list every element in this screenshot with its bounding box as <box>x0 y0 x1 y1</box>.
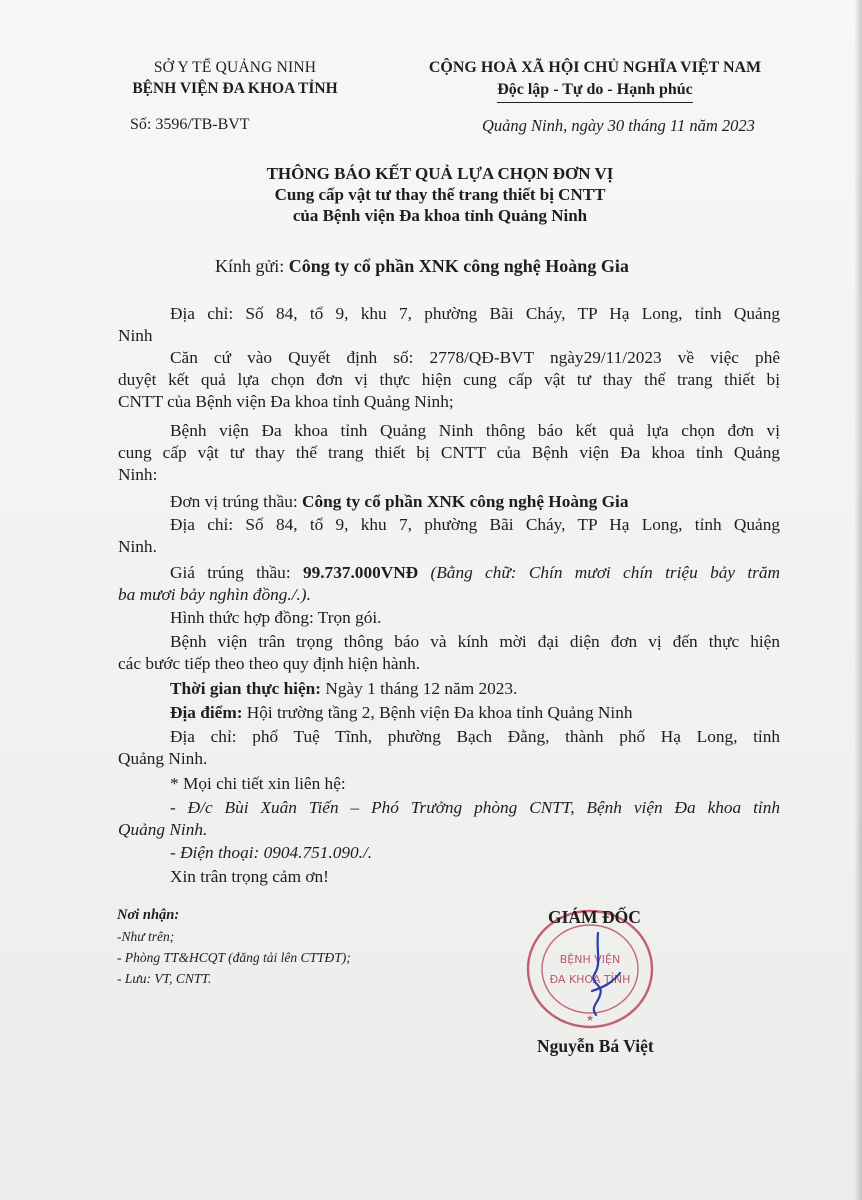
contact-person-line-a: - Đ/c Bùi Xuân Tiến – Phó Trưởng phòng CNTT, Bệnh viện Đa khoa tỉnh <box>170 798 780 817</box>
thanks <box>118 866 780 888</box>
price-words-b: ba mươi bảy nghìn đồng./.). <box>118 585 311 604</box>
national-motto: Độc lập - Tự do - Hạnh phúc <box>497 79 693 103</box>
recipient-item-1: -Như trên; <box>117 929 175 944</box>
address-1-line-b: Ninh <box>118 326 153 345</box>
address-2 <box>118 514 780 558</box>
winner-label: Đơn vị trúng thầu: <box>170 492 303 511</box>
place-value: Hội trường tầng 2, Bệnh viện Đa khoa tỉnh Quảng Ninh <box>242 703 633 722</box>
national-title: CỘNG HOÀ XÃ HỘI CHỦ NGHĨA VIỆT NAM <box>428 59 762 76</box>
invitation-line-b: các bước tiếp theo theo quy định hiện hành. <box>118 654 421 673</box>
svg-text:★: ★ <box>585 1014 595 1024</box>
winner-name: Công ty cổ phần XNK công nghệ Hoàng Gia <box>302 492 629 511</box>
contract-type <box>118 607 780 629</box>
notice-line-b: cung cấp vật tư thay thế trang thiết bị CNTT của Bệnh viện Đa khoa tỉnh Quảng <box>118 443 780 462</box>
contact-phone <box>118 842 780 864</box>
title-line-2: Cung cấp vật tư thay thế trang thiết bị CNTT <box>274 185 606 204</box>
contact-phone-text: - Điện thoại: 0904.751.090./. <box>170 843 373 862</box>
time-label: Thời gian thực hiện: <box>170 679 322 698</box>
recipient-line <box>215 256 629 277</box>
legal-basis-line-b: duyệt kết quả lựa chọn đơn vị thực hiện cung cấp vật tư thay thế trang thiết bị <box>118 370 780 389</box>
invitation <box>118 631 780 675</box>
contact-intro-text: * Mọi chi tiết xin liên hệ: <box>170 774 346 793</box>
legal-basis-line-c: CNTT của Bệnh viện Đa khoa tỉnh Quảng Ninh; <box>118 392 454 411</box>
title-line-3: của Bệnh viện Đa khoa tỉnh Quảng Ninh <box>292 206 588 225</box>
page-edge-shadow <box>854 0 862 1200</box>
address-3-line-b: Quảng Ninh. <box>118 749 208 768</box>
recipient-item-2: - Phòng TT&HCQT (đăng tải lên CTTĐT); <box>117 950 351 965</box>
time-value: Ngày 1 tháng 12 năm 2023. <box>321 679 518 698</box>
address-1 <box>118 303 780 347</box>
doc-number: Số: 3596/TB-BVT <box>130 116 250 133</box>
recipient-name: Công ty cổ phần XNK công nghệ Hoàng Gia <box>288 256 629 276</box>
national-header <box>385 57 805 103</box>
address-1-line-a: Địa chỉ: Số 84, tổ 9, khu 7, phường Bãi Cháy, TP Hạ Long, tỉnh Quảng <box>170 304 780 323</box>
issuer-header <box>90 57 380 99</box>
price-words-a: (Bằng chữ: Chín mươi chín triệu bảy trăm <box>418 563 780 582</box>
thanks-text: Xin trân trọng cảm ơn! <box>170 867 329 886</box>
signer-position: GIÁM ĐỐC <box>548 907 641 927</box>
place-line <box>118 702 780 724</box>
address-3-line-a: Địa chỉ: phố Tuệ Tĩnh, phường Bạch Đằng, thành phố Hạ Long, tỉnh <box>170 727 780 746</box>
time-line <box>118 678 780 700</box>
recipient-label: Kính gửi: <box>215 256 289 276</box>
issuer-name: BỆNH VIỆN ĐA KHOA TỈNH <box>132 80 338 97</box>
winner-line <box>118 491 780 513</box>
svg-text:BỆNH VIỆN: BỆNH VIỆN <box>559 953 621 966</box>
contact-person-line-b: Quảng Ninh. <box>118 820 208 839</box>
price-value: 99.737.000VNĐ <box>302 563 419 582</box>
svg-text:ĐA KHOA TỈNH: ĐA KHOA TỈNH <box>549 973 631 986</box>
notice-paragraph <box>118 420 780 486</box>
address-3 <box>118 726 780 770</box>
title-line-1: THÔNG BÁO KẾT QUẢ LỰA CHỌN ĐƠN VỊ <box>266 164 614 183</box>
address-2-line-b: Ninh. <box>118 537 157 556</box>
issuer-parent: SỞ Y TẾ QUẢNG NINH <box>153 59 317 76</box>
price-paragraph <box>118 562 780 606</box>
contact-intro <box>118 773 780 795</box>
recipients-label: Nơi nhận: <box>117 907 180 923</box>
notice-line-a: Bệnh viện Đa khoa tỉnh Quảng Ninh thông báo kết quả lựa chọn đơn vị <box>170 421 780 440</box>
legal-basis <box>118 347 780 413</box>
signer-name: Nguyễn Bá Việt <box>537 1036 654 1056</box>
contract-type-text: Hình thức hợp đồng: Trọn gói. <box>170 608 382 627</box>
price-label: Giá trúng thầu: <box>170 563 303 582</box>
legal-basis-line-a: Căn cứ vào Quyết định số: 2778/QĐ-BVT ngày29/11/2023 về việc phê <box>170 348 780 367</box>
document-title <box>140 163 740 226</box>
notice-line-c: Ninh: <box>118 465 158 484</box>
contact-person <box>118 797 780 841</box>
recipient-item-3: - Lưu: VT, CNTT. <box>117 971 212 986</box>
recipients-block <box>117 905 351 989</box>
place-label: Địa điểm: <box>170 703 243 722</box>
invitation-line-a: Bệnh viện trân trọng thông báo và kính mời đại diện đơn vị đến thực hiện <box>170 632 780 651</box>
address-2-line-a: Địa chỉ: Số 84, tổ 9, khu 7, phường Bãi Cháy, TP Hạ Long, tỉnh Quảng <box>170 515 780 534</box>
doc-date: Quảng Ninh, ngày 30 tháng 11 năm 2023 <box>482 116 755 135</box>
